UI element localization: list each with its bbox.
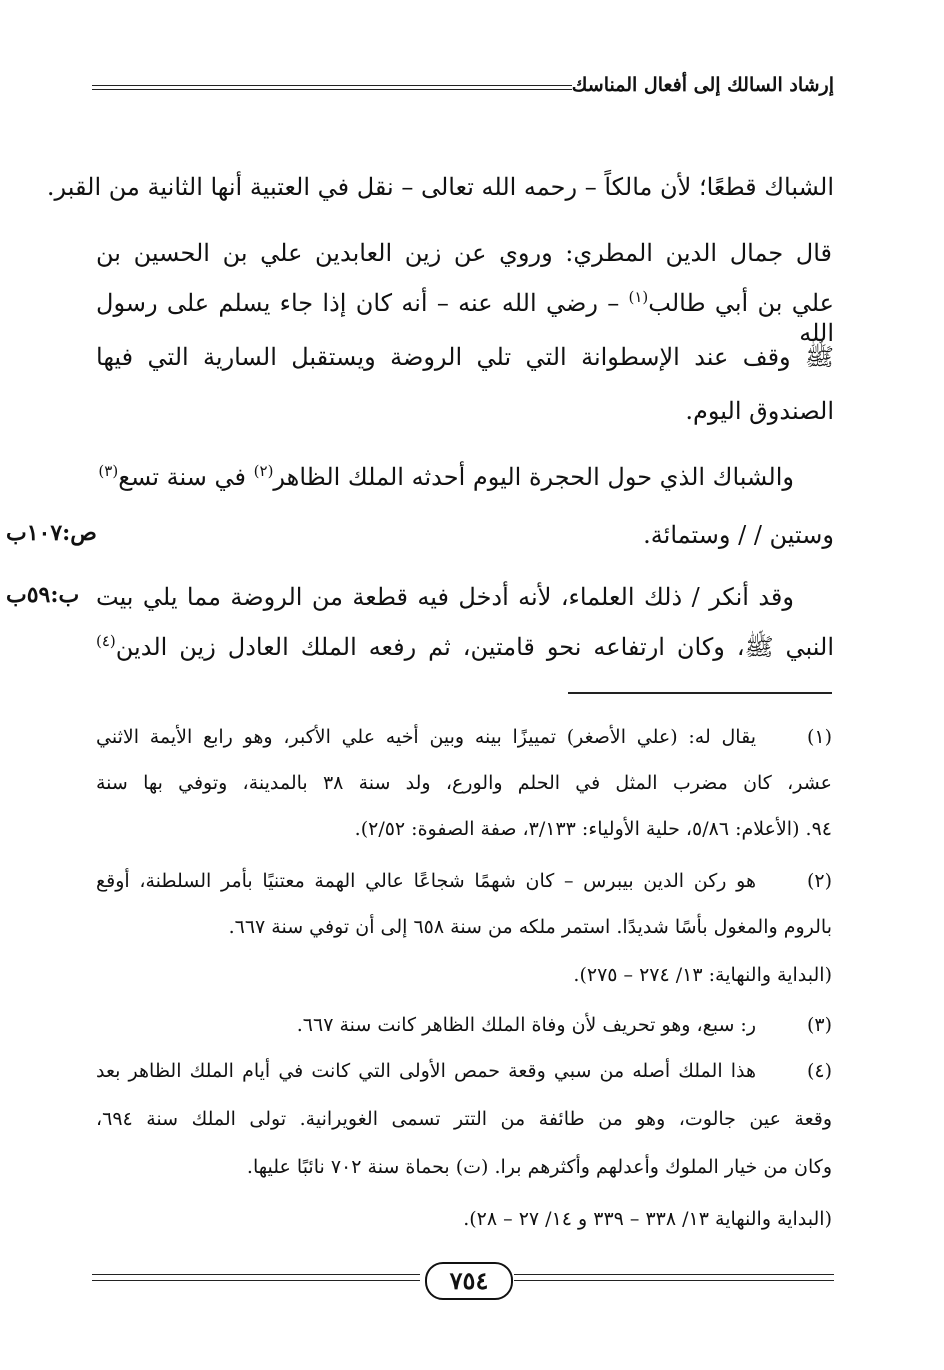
text-segment: في سنة تسع (118, 463, 254, 491)
header-rule-bottom (92, 89, 572, 90)
footnote-3-line-1: ر: سبع، وهو تحريف لأن وفاة الملك الظاهر كانت سنة ٦٦٧. (296, 1014, 756, 1036)
footnote-number: (٤) (806, 1060, 832, 1082)
footnote-separator (568, 692, 832, 694)
body-line-2: قال جمال الدين المطري: وروي عن زين العابدين علي بن الحسين بن (96, 239, 832, 267)
text-segment: – رضي الله عنه – أنه كان إذا جاء يسلم على رسول الله (96, 289, 834, 347)
header-rule-top (92, 85, 572, 86)
footnote-ref-2[interactable]: (٢) (253, 462, 274, 480)
footer-rule (92, 1274, 420, 1275)
page-number: ٧٥٤ (425, 1262, 513, 1300)
footnote-ref-3[interactable]: (٣) (98, 462, 119, 480)
page-footer (92, 1262, 834, 1302)
body-line-6 (96, 462, 794, 492)
footer-rule (92, 1280, 420, 1281)
footnote-1-line-3: ٩٤. (الأعلام: ٥/٨٦، حلية الأولياء: ٣/١٣٣، صفة الصفوة: ٢/٥٢). (354, 818, 832, 840)
footnote-ref-4[interactable]: (٤) (96, 632, 116, 650)
footnote-4-line-3: وكان من خيار الملوك وأعدلهم وأكثرهم برا. (ت) بحماة سنة ٧٠٢ نائبًا عليها. (246, 1156, 832, 1178)
running-header (92, 74, 834, 104)
footnote-number: (٣) (806, 1014, 832, 1036)
body-line-9 (96, 632, 834, 662)
body-line-5: الصندوق اليوم. (685, 397, 834, 425)
manuscript-margin-note-2: ب:٥٩ب (6, 582, 80, 608)
footnote-1-line-1: يقال له: (علي الأصغر) تمييزًا بينه وبين أخيه علي الأكبر، وهو رابع الأيمة الاثني (96, 726, 756, 748)
footer-rule (514, 1274, 834, 1275)
body-line-7: وستين / / وستمائة. (643, 521, 834, 549)
text-segment: النبي ﷺ، وكان ارتفاعه نحو قامتين، ثم رفعه الملك العادل زين الدين (115, 633, 834, 661)
footnote-2-line-2: بالروم والمغول بأسًا شديدًا. استمر ملكه من سنة ٦٥٨ إلى أن توفي سنة ٦٦٧. (228, 916, 832, 938)
footnote-number: (١) (806, 726, 832, 748)
body-line-4: ﷺ وقف عند الإسطوانة التي تلي الروضة ويستقبل السارية التي فيها (96, 343, 834, 371)
footnote-1-line-2: عشر، كان مضرب المثل في الحلم والورع، ولد سنة ٣٨ بالمدينة، وتوفي بها سنة (96, 772, 832, 794)
footnote-2-line-3: (البداية والنهاية: ١٣/ ٢٧٤ – ٢٧٥). (573, 964, 832, 986)
footnote-4-line-4: (البداية والنهاية ١٣/ ٣٣٨ – ٣٣٩ و ١٤/ ٢٧ – ٢٨). (463, 1208, 832, 1230)
footnote-2-line-1: هو ركن الدين بيبرس – كان شهمًا شجاعًا عالي الهمة معتنيًا بأمر السلطنة، أوقع (96, 870, 756, 892)
footnote-4-line-2: وقعة عين جالوت، وهو من طائفة من التتر تسمى الغويرانية. تولى الملك سنة ٦٩٤، (96, 1108, 832, 1130)
text-segment: علي بن أبي طالب (648, 289, 835, 317)
book-title: إرشاد السالك إلى أفعال المناسك (571, 74, 834, 96)
footer-rule (514, 1280, 834, 1281)
body-line-8: وقد أنكر / ذلك العلماء، لأنه أدخل فيه قطعة من الروضة مما يلي بيت (96, 583, 794, 611)
footnote-4-line-1: هذا الملك أصله من سبي وقعة حمص الأولى التي كانت في أيام الملك الظاهر بعد (96, 1060, 756, 1082)
footnote-number: (٢) (806, 870, 832, 892)
body-line-1: الشباك قطعًا؛ لأن مالكاً – رحمه الله تعالى – نقل في العتبية أنها الثانية من القبر. (46, 173, 834, 201)
manuscript-margin-note-1: ص:١٠٧ب (6, 520, 97, 546)
body-line-3 (96, 288, 834, 348)
text-segment: والشباك الذي حول الحجرة اليوم أحدثه الملك الظاهر (273, 463, 794, 491)
footnote-ref-1[interactable]: (١) (628, 288, 649, 306)
